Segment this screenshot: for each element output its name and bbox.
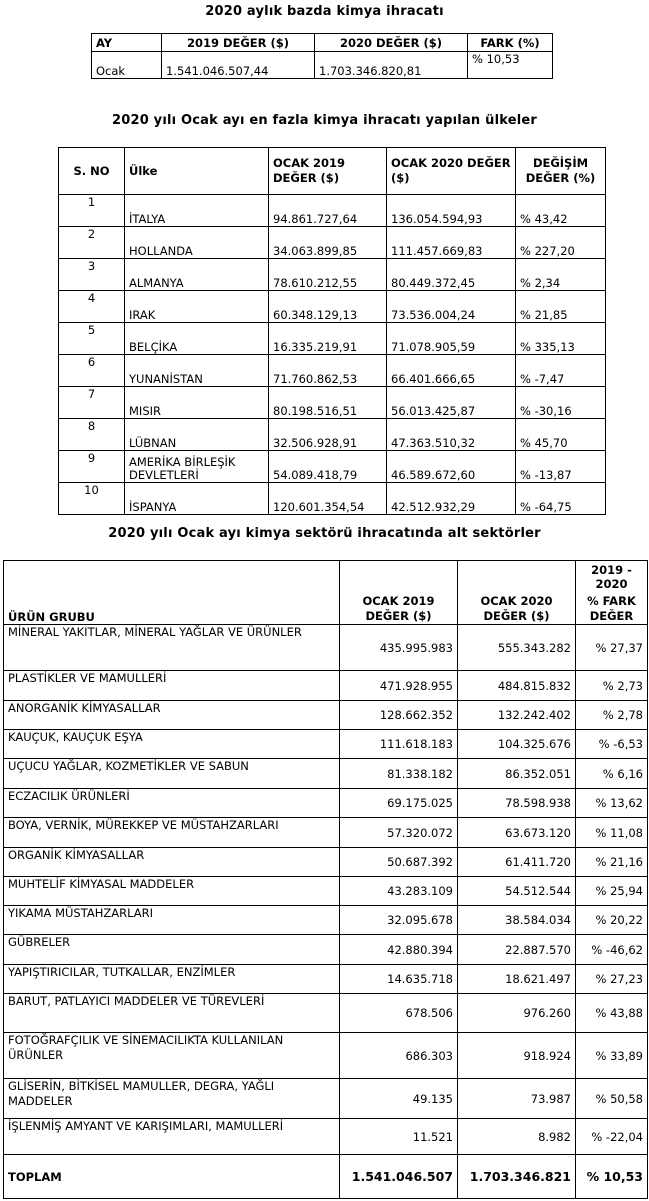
- total-row: [4, 1155, 648, 1199]
- table-row: [59, 355, 606, 387]
- cell-product-group: ANORGANİK KİMYASALLAR: [4, 701, 340, 730]
- cell-jan-2019: 43.283.109: [340, 877, 458, 906]
- cell-country: YUNANİSTAN: [125, 355, 269, 387]
- table-row: [4, 671, 648, 701]
- cell-difference: % 10,53: [468, 52, 553, 79]
- cell-jan-2020: 47.363.510,32: [387, 419, 516, 451]
- table-row: [4, 759, 648, 789]
- cell-jan-2020: 484.815.832: [458, 671, 576, 701]
- cell-sno: 1: [59, 195, 125, 227]
- table2-title: 2020 yılı Ocak ayı en fazla kimya ihracatı yapılan ülkeler: [111, 113, 538, 128]
- cell-diff: % 25,94: [576, 877, 648, 906]
- cell-jan-2020: 73.536.004,24: [387, 291, 516, 323]
- header-blank: [340, 561, 458, 593]
- cell-change: % 227,20: [516, 227, 606, 259]
- cell-jan-2020: 136.054.594,93: [387, 195, 516, 227]
- table-row: [59, 387, 606, 419]
- cell-diff: % 6,16: [576, 759, 648, 789]
- cell-country: BELÇİKA: [125, 323, 269, 355]
- cell-change: % -7,47: [516, 355, 606, 387]
- cell-jan-2020: 78.598.938: [458, 789, 576, 818]
- cell-diff: % 20,22: [576, 906, 648, 935]
- cell-jan-2019: 120.601.354,54: [269, 483, 387, 515]
- table-row: [4, 1079, 648, 1119]
- table-row: [59, 323, 606, 355]
- cell-jan-2020: 73.987: [458, 1079, 576, 1119]
- header-jan-2019: OCAK 2019 DEĞER ($): [269, 148, 387, 195]
- header-difference: FARK (%): [468, 34, 553, 52]
- cell-jan-2019: 50.687.392: [340, 848, 458, 877]
- cell-jan-2019: 34.063.899,85: [269, 227, 387, 259]
- cell-diff: % 43,88: [576, 994, 648, 1033]
- cell-country: İTALYA: [125, 195, 269, 227]
- cell-jan-2020: 132.242.402: [458, 701, 576, 730]
- cell-country: AMERİKA BİRLEŞİK DEVLETLERİ: [125, 451, 269, 483]
- cell-product-group: MUHTELİF KİMYASAL MADDELER: [4, 877, 340, 906]
- cell-country: HOLLANDA: [125, 227, 269, 259]
- cell-change: % 45,70: [516, 419, 606, 451]
- cell-jan-2019: 57.320.072: [340, 818, 458, 848]
- cell-product-group: İŞLENMİŞ AMYANT VE KARIŞIMLARI, MAMULLERİ: [4, 1119, 340, 1155]
- cell-jan-2020: 22.887.570: [458, 935, 576, 965]
- cell-product-group: PLASTİKLER VE MAMULLERİ: [4, 671, 340, 701]
- cell-sno: 8: [59, 419, 125, 451]
- sectors-body: [4, 625, 648, 1155]
- cell-2020-value: 1.703.346.820,81: [315, 52, 468, 79]
- cell-jan-2019: 686.303: [340, 1033, 458, 1079]
- countries-body: [59, 195, 606, 515]
- cell-sno: 5: [59, 323, 125, 355]
- table-row: [59, 227, 606, 259]
- cell-diff: % 50,58: [576, 1079, 648, 1119]
- top-countries-table: [58, 147, 606, 515]
- table-row: [4, 994, 648, 1033]
- cell-2019-value: 1.541.046.507,44: [162, 52, 315, 79]
- cell-jan-2019: 80.198.516,51: [269, 387, 387, 419]
- cell-jan-2019: 71.760.862,53: [269, 355, 387, 387]
- table-row: [4, 701, 648, 730]
- table-header-row: [4, 592, 648, 625]
- cell-country: MISIR: [125, 387, 269, 419]
- cell-jan-2019: 435.995.983: [340, 625, 458, 671]
- table-row: [92, 52, 553, 79]
- cell-jan-2019: 42.880.394: [340, 935, 458, 965]
- cell-change: % -30,16: [516, 387, 606, 419]
- table-row: [4, 1033, 648, 1079]
- cell-country: İSPANYA: [125, 483, 269, 515]
- table-row: [4, 877, 648, 906]
- cell-sno: 4: [59, 291, 125, 323]
- header-country: Ülke: [125, 148, 269, 195]
- header-jan-2020: OCAK 2020 DEĞER ($): [387, 148, 516, 195]
- cell-product-group: ORGANİK KİMYASALLAR: [4, 848, 340, 877]
- cell-jan-2019: 69.175.025: [340, 789, 458, 818]
- cell-jan-2020: 42.512.932,29: [387, 483, 516, 515]
- cell-jan-2019: 60.348.129,13: [269, 291, 387, 323]
- header-period: 2019 - 2020: [576, 561, 648, 593]
- cell-product-group: UÇUCU YAĞLAR, KOZMETİKLER VE SABUN: [4, 759, 340, 789]
- cell-jan-2019: 81.338.182: [340, 759, 458, 789]
- cell-diff: % 2,73: [576, 671, 648, 701]
- cell-jan-2020: 63.673.120: [458, 818, 576, 848]
- table-row: [59, 419, 606, 451]
- cell-diff: % 21,16: [576, 848, 648, 877]
- header-blank: [4, 561, 340, 593]
- table-row: [4, 906, 648, 935]
- cell-country: LÜBNAN: [125, 419, 269, 451]
- cell-product-group: BARUT, PATLAYICI MADDELER VE TÜREVLERİ: [4, 994, 340, 1033]
- header-2019-value: 2019 DEĞER ($): [162, 34, 315, 52]
- cell-jan-2019: 54.089.418,79: [269, 451, 387, 483]
- cell-jan-2019: 14.635.718: [340, 965, 458, 994]
- table3-title: 2020 yılı Ocak ayı kimya sektörü ihracatında alt sektörler: [108, 526, 541, 541]
- cell-sno: 10: [59, 483, 125, 515]
- cell-product-group: ECZACILIK ÜRÜNLERİ: [4, 789, 340, 818]
- cell-jan-2019: 78.610.212,55: [269, 259, 387, 291]
- cell-diff: % 2,78: [576, 701, 648, 730]
- cell-change: % 2,34: [516, 259, 606, 291]
- cell-jan-2019: 11.521: [340, 1119, 458, 1155]
- header-blank: [458, 561, 576, 593]
- cell-sno: 7: [59, 387, 125, 419]
- table-header-row: [59, 148, 606, 195]
- table-row: [4, 818, 648, 848]
- cell-product-group: GÜBRELER: [4, 935, 340, 965]
- table-row: [59, 291, 606, 323]
- cell-sno: 9: [59, 451, 125, 483]
- cell-jan-2019: 32.506.928,91: [269, 419, 387, 451]
- cell-jan-2020: 18.621.497: [458, 965, 576, 994]
- cell-diff: % 11,08: [576, 818, 648, 848]
- cell-jan-2020: 86.352.051: [458, 759, 576, 789]
- header-jan-2019: OCAK 2019 DEĞER ($): [340, 592, 458, 625]
- cell-month: Ocak: [92, 52, 162, 79]
- cell-diff: % -6,53: [576, 730, 648, 759]
- cell-jan-2020: 918.924: [458, 1033, 576, 1079]
- table1-title: 2020 aylık bazda kimya ihracatı: [205, 4, 444, 19]
- cell-diff: % -46,62: [576, 935, 648, 965]
- cell-country: ALMANYA: [125, 259, 269, 291]
- cell-jan-2020: 38.584.034: [458, 906, 576, 935]
- cell-product-group: YIKAMA MÜSTAHZARLARI: [4, 906, 340, 935]
- cell-product-group: YAPIŞTIRICILAR, TUTKALLAR, ENZİMLER: [4, 965, 340, 994]
- cell-jan-2019: 16.335.219,91: [269, 323, 387, 355]
- table-header-row: [92, 34, 553, 52]
- header-sno: S. NO: [59, 148, 125, 195]
- cell-jan-2020: 61.411.720: [458, 848, 576, 877]
- cell-jan-2020: 46.589.672,60: [387, 451, 516, 483]
- total-2019: 1.541.046.507: [340, 1155, 458, 1199]
- cell-sno: 6: [59, 355, 125, 387]
- table-row: [59, 195, 606, 227]
- cell-jan-2019: 678.506: [340, 994, 458, 1033]
- cell-jan-2019: 471.928.955: [340, 671, 458, 701]
- cell-sno: 3: [59, 259, 125, 291]
- cell-change: % -13,87: [516, 451, 606, 483]
- cell-jan-2019: 94.861.727,64: [269, 195, 387, 227]
- header-2020-value: 2020 DEĞER ($): [315, 34, 468, 52]
- table-row: [59, 451, 606, 483]
- header-jan-2020: OCAK 2020 DEĞER ($): [458, 592, 576, 625]
- total-label: TOPLAM: [4, 1155, 340, 1199]
- table-row: [4, 1119, 648, 1155]
- header-change: DEĞİŞİM DEĞER (%): [516, 148, 606, 195]
- header-product-group: ÜRÜN GRUBU: [4, 592, 340, 625]
- cell-jan-2020: 976.260: [458, 994, 576, 1033]
- monthly-export-table: [91, 33, 553, 79]
- cell-diff: % 33,89: [576, 1033, 648, 1079]
- cell-jan-2019: 32.095.678: [340, 906, 458, 935]
- header-month: AY: [92, 34, 162, 52]
- cell-jan-2019: 49.135: [340, 1079, 458, 1119]
- cell-jan-2020: 54.512.544: [458, 877, 576, 906]
- table-row: [4, 789, 648, 818]
- cell-product-group: BOYA, VERNİK, MÜREKKEP VE MÜSTAHZARLARI: [4, 818, 340, 848]
- cell-jan-2020: 56.013.425,87: [387, 387, 516, 419]
- cell-diff: % 13,62: [576, 789, 648, 818]
- cell-jan-2020: 71.078.905,59: [387, 323, 516, 355]
- cell-product-group: MİNERAL YAKITLAR, MİNERAL YAĞLAR VE ÜRÜNLER: [4, 625, 340, 671]
- cell-product-group: GLİSERİN, BİTKİSEL MAMULLER, DEGRA, YAĞLI MADDELER: [4, 1079, 340, 1119]
- cell-jan-2020: 8.982: [458, 1119, 576, 1155]
- header-diff: % FARK DEĞER: [576, 592, 648, 625]
- total-diff: % 10,53: [576, 1155, 648, 1199]
- table-row: [4, 935, 648, 965]
- cell-change: % 21,85: [516, 291, 606, 323]
- cell-product-group: KAUÇUK, KAUÇUK EŞYA: [4, 730, 340, 759]
- cell-jan-2020: 66.401.666,65: [387, 355, 516, 387]
- table-row: [4, 730, 648, 759]
- cell-product-group: FOTOĞRAFÇILIK VE SİNEMACILIKTA KULLANILAN ÜRÜNLER: [4, 1033, 340, 1079]
- cell-jan-2020: 80.449.372,45: [387, 259, 516, 291]
- table-header-row-top: [4, 561, 648, 593]
- cell-jan-2020: 111.457.669,83: [387, 227, 516, 259]
- table-row: [59, 259, 606, 291]
- cell-jan-2020: 555.343.282: [458, 625, 576, 671]
- total-2020: 1.703.346.821: [458, 1155, 576, 1199]
- table-row: [4, 848, 648, 877]
- table-row: [4, 965, 648, 994]
- cell-change: % 43,42: [516, 195, 606, 227]
- cell-diff: % -22,04: [576, 1119, 648, 1155]
- cell-diff: % 27,37: [576, 625, 648, 671]
- cell-jan-2020: 104.325.676: [458, 730, 576, 759]
- cell-sno: 2: [59, 227, 125, 259]
- table-row: [4, 625, 648, 671]
- cell-change: % -64,75: [516, 483, 606, 515]
- cell-diff: % 27,23: [576, 965, 648, 994]
- cell-country: IRAK: [125, 291, 269, 323]
- table-row: [59, 483, 606, 515]
- cell-change: % 335,13: [516, 323, 606, 355]
- cell-jan-2019: 111.618.183: [340, 730, 458, 759]
- cell-jan-2019: 128.662.352: [340, 701, 458, 730]
- sub-sectors-table: [3, 560, 648, 1199]
